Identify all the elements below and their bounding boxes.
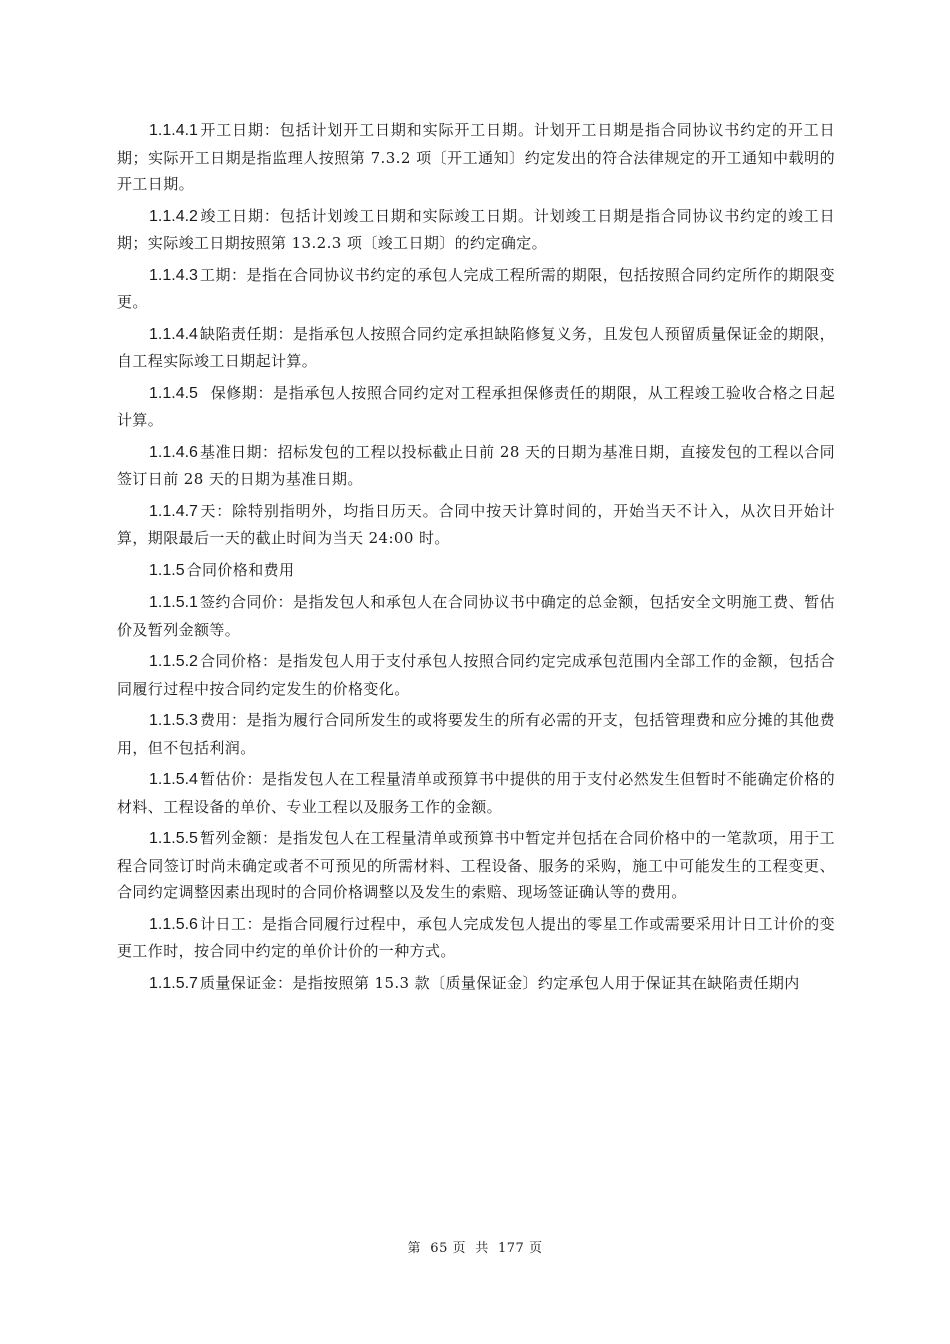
clause-1-1-5-5 <box>117 825 835 906</box>
clause-text: 计日工：是指合同履行过程中，承包人完成发包人提出的零星工作或需要采用计日工计价的变更工作时，按合同中约定的单价计价的一种方式。 <box>117 914 835 960</box>
clause-number: 1.1.5.2 <box>149 653 198 670</box>
clause-1-1-5-7 <box>117 970 835 998</box>
clause-1-1-5-1 <box>117 589 835 643</box>
clause-number: 1.1.5.5 <box>149 830 198 847</box>
clause-1-1-4-3 <box>117 262 835 316</box>
clause-number: 1.1.5.6 <box>149 915 198 933</box>
clause-number: 1.1.4.7 <box>149 502 198 520</box>
page-number-footer: 第 65 页 共 177 页 <box>407 1241 543 1256</box>
clause-text: 缺陷责任期：是指承包人按照合同约定承担缺陷修复义务，且发包人预留质量保证金的期限，自工程实际竣工日期起计算。 <box>117 324 835 370</box>
clause-1-1-5-3 <box>117 707 835 761</box>
clause-text: 签约合同价：是指发包人和承包人在合同协议书中确定的总金额，包括安全文明施工费、暂估价及暂列金额等。 <box>117 593 835 639</box>
clause-text: 工期：是指在合同协议书约定的承包人完成工程所需的期限，包括按照合同约定所作的期限变更。 <box>117 265 835 311</box>
clause-1-1-4-5 <box>117 380 835 434</box>
section-1-1-5-heading <box>117 557 835 585</box>
clause-text: 基准日期：招标发包的工程以投标截止日前 28 天的日期为基准日期，直接发包的工程以合同签订日前 28 天的日期为基准日期。 <box>117 442 835 488</box>
section-number: 1.1.5 <box>149 561 185 579</box>
clause-1-1-4-1 <box>117 117 835 198</box>
clause-1-1-4-6 <box>117 439 835 493</box>
clause-text: 开工日期：包括计划开工日期和实际开工日期。计划开工日期是指合同协议书约定的开工日期；实际开工日期是指监理人按照第 7.3.2 项〔开工通知〕约定发出的符合法律规定的开工通知中载明的开工日期。 <box>117 121 835 193</box>
clause-number: 1.1.4.2 <box>149 207 198 225</box>
clause-1-1-5-2 <box>117 648 835 702</box>
clause-1-1-5-6 <box>117 911 835 965</box>
section-title: 合同价格和费用 <box>186 560 295 579</box>
clause-1-1-4-7 <box>117 498 835 552</box>
clause-number: 1.1.4.3 <box>149 266 198 284</box>
clause-number: 1.1.5.4 <box>149 771 198 788</box>
clause-1-1-4-2 <box>117 203 835 257</box>
clause-number: 1.1.5.3 <box>149 712 198 729</box>
clause-text: 质量保证金：是指按照第 15.3 款〔质量保证金〕约定承包人用于保证其在缺陷责任期内 <box>199 973 800 992</box>
clause-number: 1.1.5.1 <box>149 594 198 611</box>
clause-text: 保修期：是指承包人按照合同约定对工程承担保修责任的期限，从工程竣工验收合格之日起计算。 <box>117 383 835 429</box>
page-body <box>117 117 835 997</box>
clause-number: 1.1.4.5 <box>149 384 198 402</box>
clause-number: 1.1.5.7 <box>149 974 198 992</box>
clause-text: 天：除特别指明外，均指日历天。合同中按天计算时间的，开始当天不计入，从次日开始计算，期限最后一天的截止时间为当天 24:00 时。 <box>117 501 835 547</box>
clause-text: 暂列金额：是指发包人在工程量清单或预算书中暂定并包括在合同价格中的一笔款项，用于工程合同签订时尚未确定或者不可预见的所需材料、工程设备、服务的采购，施工中可能发生的工程变更、合同约定调整因素出现时的合同价格调整以及发生的索赔、现场签证确认等的费用。 <box>117 829 835 901</box>
clause-1-1-4-4 <box>117 321 835 375</box>
clause-number: 1.1.4.6 <box>149 443 198 461</box>
clause-text: 合同价格：是指发包人用于支付承包人按照合同约定完成承包范围内全部工作的金额，包括合同履行过程中按合同约定发生的价格变化。 <box>117 652 835 698</box>
clause-number: 1.1.4.4 <box>149 325 198 343</box>
clause-text: 暂估价：是指发包人在工程量清单或预算书中提供的用于支付必然发生但暂时不能确定价格的材料、工程设备的单价、专业工程以及服务工作的金额。 <box>117 770 835 816</box>
clause-text: 费用：是指为履行合同所发生的或将要发生的所有必需的开支，包括管理费和应分摊的其他费用，但不包括利润。 <box>117 711 835 757</box>
clause-1-1-5-4 <box>117 766 835 820</box>
clause-number: 1.1.4.1 <box>149 122 198 139</box>
clause-text: 竣工日期：包括计划竣工日期和实际竣工日期。计划竣工日期是指合同协议书约定的竣工日期；实际竣工日期按照第 13.2.3 项〔竣工日期〕的约定确定。 <box>117 206 835 252</box>
